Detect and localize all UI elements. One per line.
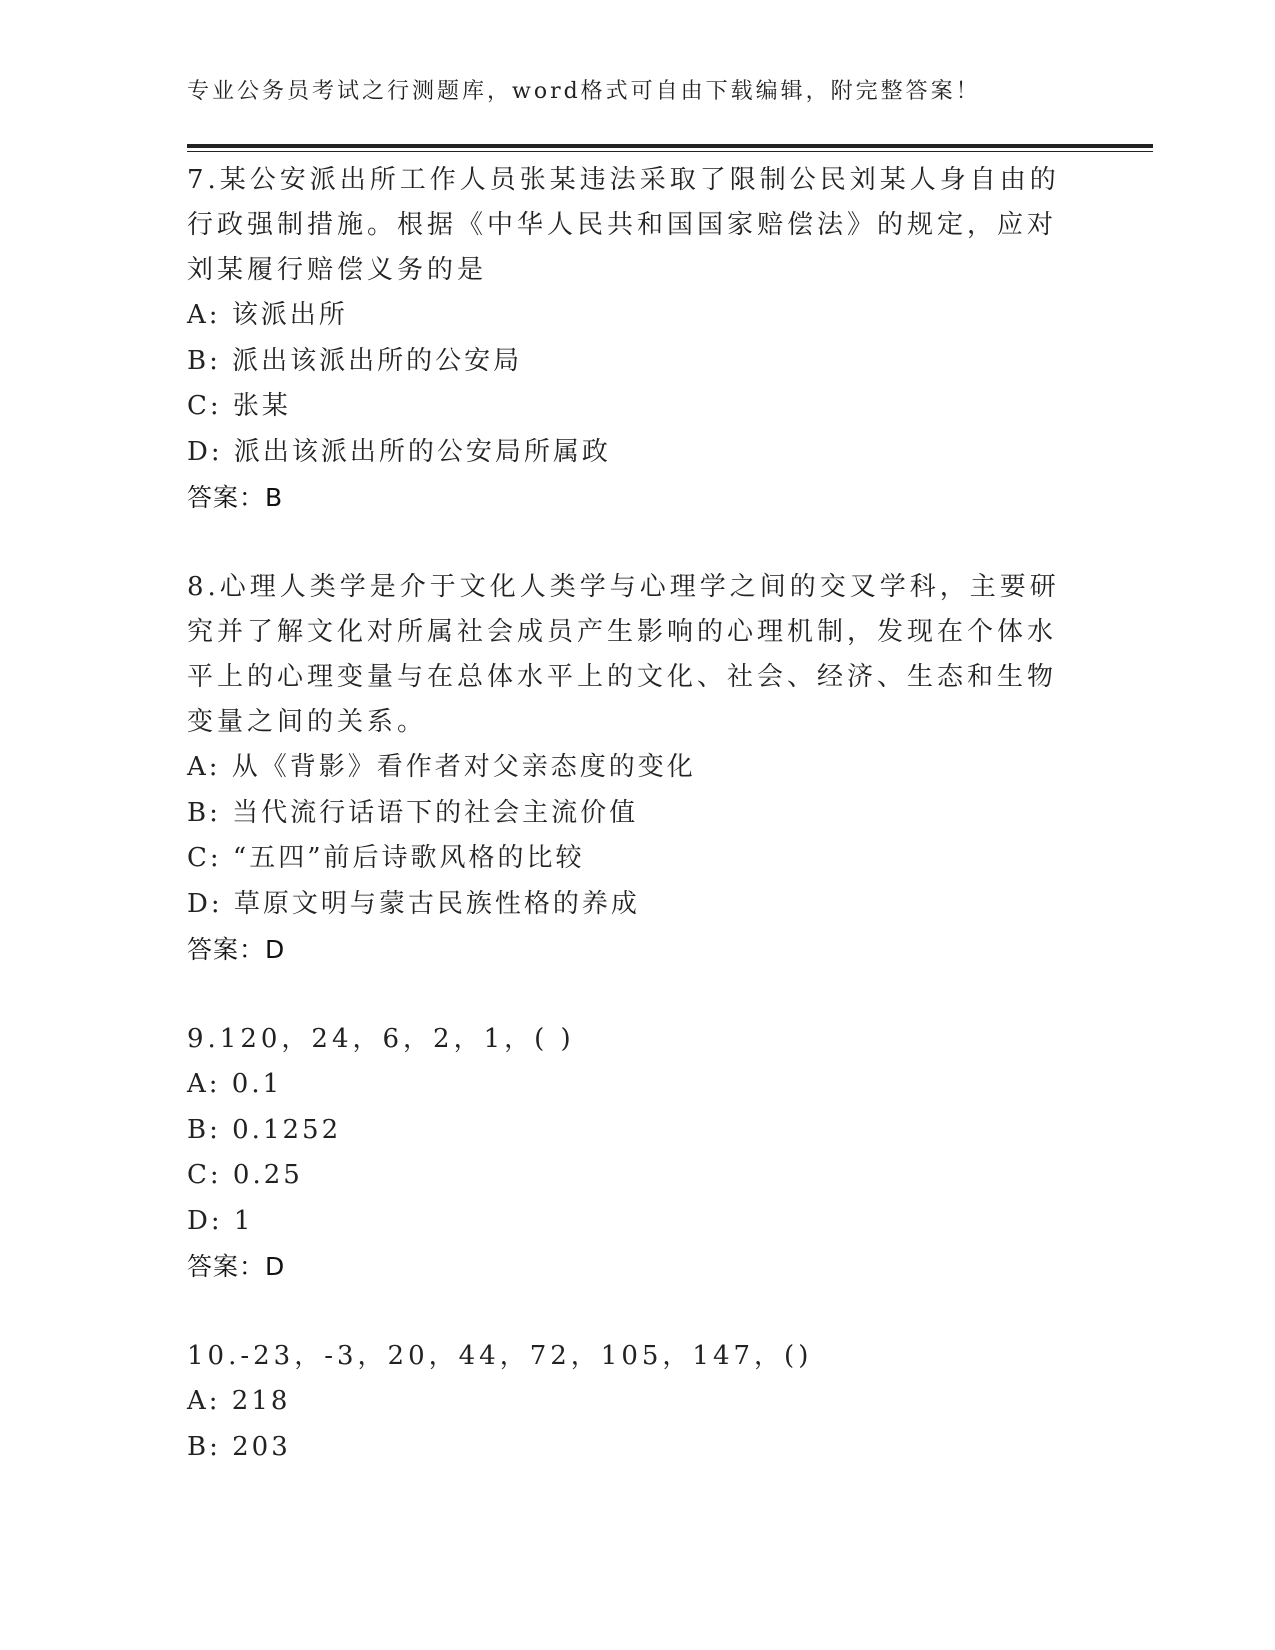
option-b: B: 当代流行话语下的社会主流价值 xyxy=(187,797,639,828)
option-d: D: 派出该派出所的公安局所属政 xyxy=(187,436,611,467)
option-a: A: 从《背影》看作者对父亲态度的变化 xyxy=(187,752,696,782)
option-b: B: 203 xyxy=(187,1431,291,1462)
answer-label: 答案：D xyxy=(187,1252,286,1281)
question-9 xyxy=(187,1017,1067,1289)
option-b: B: 0.1252 xyxy=(187,1114,342,1145)
question-10 xyxy=(187,1334,1067,1470)
option-b: B: 派出该派出所的公安局 xyxy=(187,345,523,376)
header-divider-thick xyxy=(187,144,1153,148)
option-a: A: 218 xyxy=(187,1386,291,1416)
answer-label: 答案：B xyxy=(187,483,284,512)
page-header: 专业公务员考试之行测题库，word格式可自由下载编辑，附完整答案！ xyxy=(187,79,981,104)
header-divider-thin xyxy=(187,151,1153,152)
question-8 xyxy=(187,565,1067,972)
option-a: A: 0.1 xyxy=(187,1069,283,1099)
question-stem: 9.120，24，6，2，1，( ) xyxy=(187,1024,575,1054)
question-7 xyxy=(187,158,1067,520)
question-stem: 7.某公安派出所工作人员张某违法采取了限制公民刘某人身自由的行政强制措施。根据《中华人民共和国国家赔偿法》的规定，应对刘某履行赔偿义务的是 xyxy=(187,165,1060,285)
option-c: C: 0.25 xyxy=(187,1160,303,1190)
option-c: C: 张某 xyxy=(187,391,291,421)
option-a: A: 该派出所 xyxy=(187,300,348,330)
option-d: D: 1 xyxy=(187,1205,254,1236)
question-stem: 10.-23，-3，20，44，72，105，147，() xyxy=(187,1341,813,1371)
question-list xyxy=(187,158,1067,1470)
option-d: D: 草原文明与蒙古民族性格的养成 xyxy=(187,888,640,919)
answer-label: 答案：D xyxy=(187,935,286,964)
question-stem: 8.心理人类学是介于文化人类学与心理学之间的交叉学科，主要研究并了解文化对所属社会成员产生影响的心理机制，发现在个体水平上的心理变量与在总体水平上的文化、社会、经济、生态和生物变量之间的关系。 xyxy=(187,572,1060,737)
option-c: C: “五四”前后诗歌风格的比较 xyxy=(187,843,585,873)
